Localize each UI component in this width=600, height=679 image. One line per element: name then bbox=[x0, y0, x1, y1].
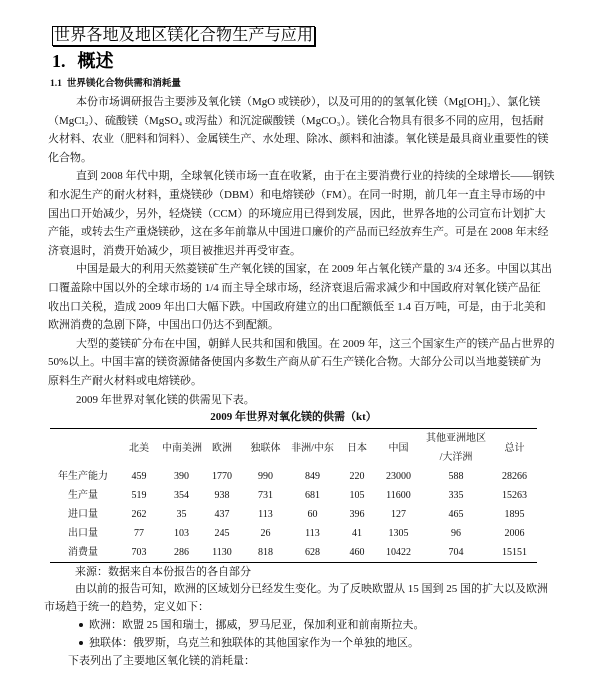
table-cell: 11600 bbox=[386, 490, 411, 501]
table-cell: 460 bbox=[349, 547, 365, 558]
table-cell: 681 bbox=[305, 490, 320, 501]
table-cell: 437 bbox=[214, 509, 230, 520]
column-header-line: 其他亚洲地区 bbox=[426, 433, 486, 444]
table-cell: 731 bbox=[258, 490, 273, 501]
subsection-title: 世界镁化合物供需和消耗量 bbox=[66, 79, 181, 89]
table-cell: 96 bbox=[451, 528, 461, 539]
table-cell: 10422 bbox=[386, 547, 411, 558]
paragraph-line: 50%以上。中国丰富的镁资源储备使国内多数生产商从矿石生产镁化合物。大部分公司以当地菱镁矿为 bbox=[48, 356, 542, 368]
column-header-line: /大洋洲 bbox=[439, 452, 473, 463]
section-number: 1. bbox=[52, 51, 66, 71]
table-cell: 704 bbox=[448, 547, 464, 558]
next-table-intro: 下表列出了主要地区氧化镁的消耗量： bbox=[68, 655, 255, 667]
table-cell: 588 bbox=[448, 471, 464, 482]
table-row bbox=[50, 467, 537, 486]
table-cell: 1770 bbox=[212, 471, 232, 482]
table-cell: 818 bbox=[258, 547, 273, 558]
table-cell: 28266 bbox=[502, 471, 527, 482]
table-cell: 77 bbox=[134, 528, 144, 539]
table-cell: 220 bbox=[349, 471, 365, 482]
table-cell: 26 bbox=[260, 528, 271, 539]
table-cell: 105 bbox=[349, 490, 365, 501]
paragraph-line: 口覆盖除中国以外的全球市场的 1/4 而主导全球市场，经济衰退后需求减少和中国政府对氧化镁产品征 bbox=[48, 282, 541, 294]
bullet-icon bbox=[79, 641, 83, 645]
column-header: 中南美洲 bbox=[162, 442, 202, 454]
table-cell: 390 bbox=[174, 471, 189, 482]
table-cell: 15151 bbox=[502, 547, 527, 558]
table-cell: 1895 bbox=[504, 509, 525, 520]
column-header: 欧洲 bbox=[212, 442, 232, 454]
paragraph-line: 大型的菱镁矿分布在中国，朝鲜人民共和国和俄国。在 2009 年，这三个国家生产的镁产品占世界的 bbox=[76, 338, 555, 350]
column-header: 独联体 bbox=[250, 442, 281, 454]
table-cell: 286 bbox=[174, 547, 189, 558]
table-cell: 2006 bbox=[504, 528, 525, 539]
table-cell: 103 bbox=[174, 528, 189, 539]
column-header: 中国 bbox=[388, 442, 409, 454]
paragraph-line: 收出口关税，造成 2009 年出口大幅下跌。中国政府建立的出口配额低至 1.4 百万吨，可是，由于北美和 bbox=[48, 301, 546, 313]
table-cell: 113 bbox=[258, 509, 273, 520]
definition-list-item bbox=[76, 634, 536, 652]
paragraph-line: 市场趋于统一的趋势，定义如下： bbox=[44, 601, 209, 613]
column-header: 北美 bbox=[129, 442, 149, 454]
table-cell: 628 bbox=[305, 547, 320, 558]
table-cell: 1305 bbox=[388, 528, 409, 539]
table-cell: 23000 bbox=[386, 471, 411, 482]
paragraph-line: 国出口开始减少，另外，轻烧镁（CCM）的环境应用已得到发展，因此，世界各地的公司宣布计划扩大 bbox=[48, 208, 546, 220]
table-cell: 396 bbox=[349, 509, 365, 520]
table-cell: 1130 bbox=[212, 547, 232, 558]
table-cell: 35 bbox=[176, 509, 187, 520]
table-title: 2009 年世界对氧化镁的供需（kt） bbox=[210, 411, 377, 423]
table-cell: 703 bbox=[131, 547, 147, 558]
column-header: 非洲/中东 bbox=[291, 442, 334, 454]
table-cell: 113 bbox=[305, 528, 320, 539]
row-label: 消费量 bbox=[68, 547, 98, 558]
column-header: 日本 bbox=[347, 442, 367, 454]
table-row bbox=[50, 543, 537, 563]
document-title: 世界各地及地区镁化合物生产与应用 bbox=[54, 27, 313, 44]
paragraph-line: 化合物。 bbox=[48, 152, 92, 164]
paragraph-line: 直到 2008 年代中期，全球氧化镁市场一直在收紧，由于在主要消费行业的持续的全球增长——钢铁 bbox=[76, 170, 555, 182]
table-cell: 354 bbox=[174, 490, 189, 501]
supply-demand-table bbox=[50, 428, 537, 563]
paragraph-line: 和水泥生产的耐火材料，重烧镁砂（DBM）和电熔镁砂（FM）。在同一时期，前几年一直主导市场的中 bbox=[48, 189, 546, 201]
table-header-row bbox=[50, 429, 537, 468]
paragraph-line: （MgCl₂）、硫酸镁（MgSO₄ 或泻盐）和沉淀碳酸镁（MgCO₃）。镁化合物具有很多不同的应用，包括耐 bbox=[48, 115, 544, 127]
column-header bbox=[420, 429, 492, 468]
section-title: 概述 bbox=[77, 51, 114, 71]
table-cell: 60 bbox=[307, 509, 318, 520]
paragraph-line: 由以前的报告可知，欧洲的区域划分已经发生变化。为了反映欧盟从 15 国到 25 国的扩大以及欧洲 bbox=[75, 583, 548, 595]
table-row bbox=[50, 486, 537, 505]
bullet-icon bbox=[79, 623, 83, 627]
table-cell: 262 bbox=[131, 509, 147, 520]
row-label: 出口量 bbox=[68, 528, 98, 539]
definition-text: 独联体：俄罗斯，乌克兰和独联体的其他国家作为一个单独的地区。 bbox=[89, 637, 419, 649]
table-cell: 849 bbox=[305, 471, 320, 482]
row-label: 年生产能力 bbox=[58, 471, 108, 482]
section-heading bbox=[52, 51, 114, 71]
row-label: 生产量 bbox=[68, 490, 98, 501]
subsection-heading bbox=[50, 78, 181, 90]
table-row bbox=[50, 505, 537, 524]
paragraph-line: 原料生产耐火材料或电熔镁砂。 bbox=[48, 375, 202, 387]
table-cell: 459 bbox=[131, 471, 147, 482]
table-source-note: 来源：数据来自本份报告的各自部分 bbox=[75, 566, 251, 578]
column-header-empty bbox=[50, 429, 116, 468]
paragraph-line: 欧洲消费的急剧下降，中国出口仍达不到配额。 bbox=[48, 319, 279, 331]
row-label: 进口量 bbox=[68, 509, 98, 520]
table-cell: 41 bbox=[352, 528, 362, 539]
table-cell: 465 bbox=[448, 509, 464, 520]
table-row bbox=[50, 524, 537, 543]
table-cell: 335 bbox=[448, 490, 464, 501]
table-cell: 127 bbox=[391, 509, 406, 520]
definition-text: 欧洲：欧盟 25 国和瑞士，挪威，罗马尼亚，保加利亚和前南斯拉夫。 bbox=[89, 619, 425, 631]
column-header: 总计 bbox=[504, 442, 525, 454]
subsection-number: 1.1 bbox=[50, 79, 62, 89]
table-cell: 990 bbox=[258, 471, 273, 482]
table-cell: 245 bbox=[214, 528, 230, 539]
paragraph-line: 产能，或转去生产重烧镁砂，这在多年前靠从中国进口廉价的产品而已经放弃生产。可是在 2008 年末经 bbox=[48, 226, 549, 238]
definition-list-item bbox=[76, 616, 536, 634]
table-cell: 15263 bbox=[502, 490, 527, 501]
paragraph-line: 中国是最大的利用天然菱镁矿生产氧化镁的国家，在 2009 年占氧化镁产量的 3/4 还多。中国以其出 bbox=[76, 263, 553, 275]
table-cell: 938 bbox=[214, 490, 230, 501]
paragraph-line: 本份市场调研报告主要涉及氧化镁（MgO 或镁砂），以及可用的的氢氧化镁（Mg[OH]₂）、氯化镁 bbox=[76, 96, 541, 108]
paragraph-line: 济衰退时，消费开始减少，项目被推迟并再受审查。 bbox=[48, 245, 301, 257]
paragraph-line: 火材料、农业（肥料和饲料）、金属镁生产、水处理、除冰、颜料和油漆。氧化镁是最具商业重要性的镁 bbox=[48, 133, 549, 145]
table-cell: 519 bbox=[131, 490, 147, 501]
table-intro: 2009 年世界对氧化镁的供需见下表。 bbox=[76, 394, 255, 406]
